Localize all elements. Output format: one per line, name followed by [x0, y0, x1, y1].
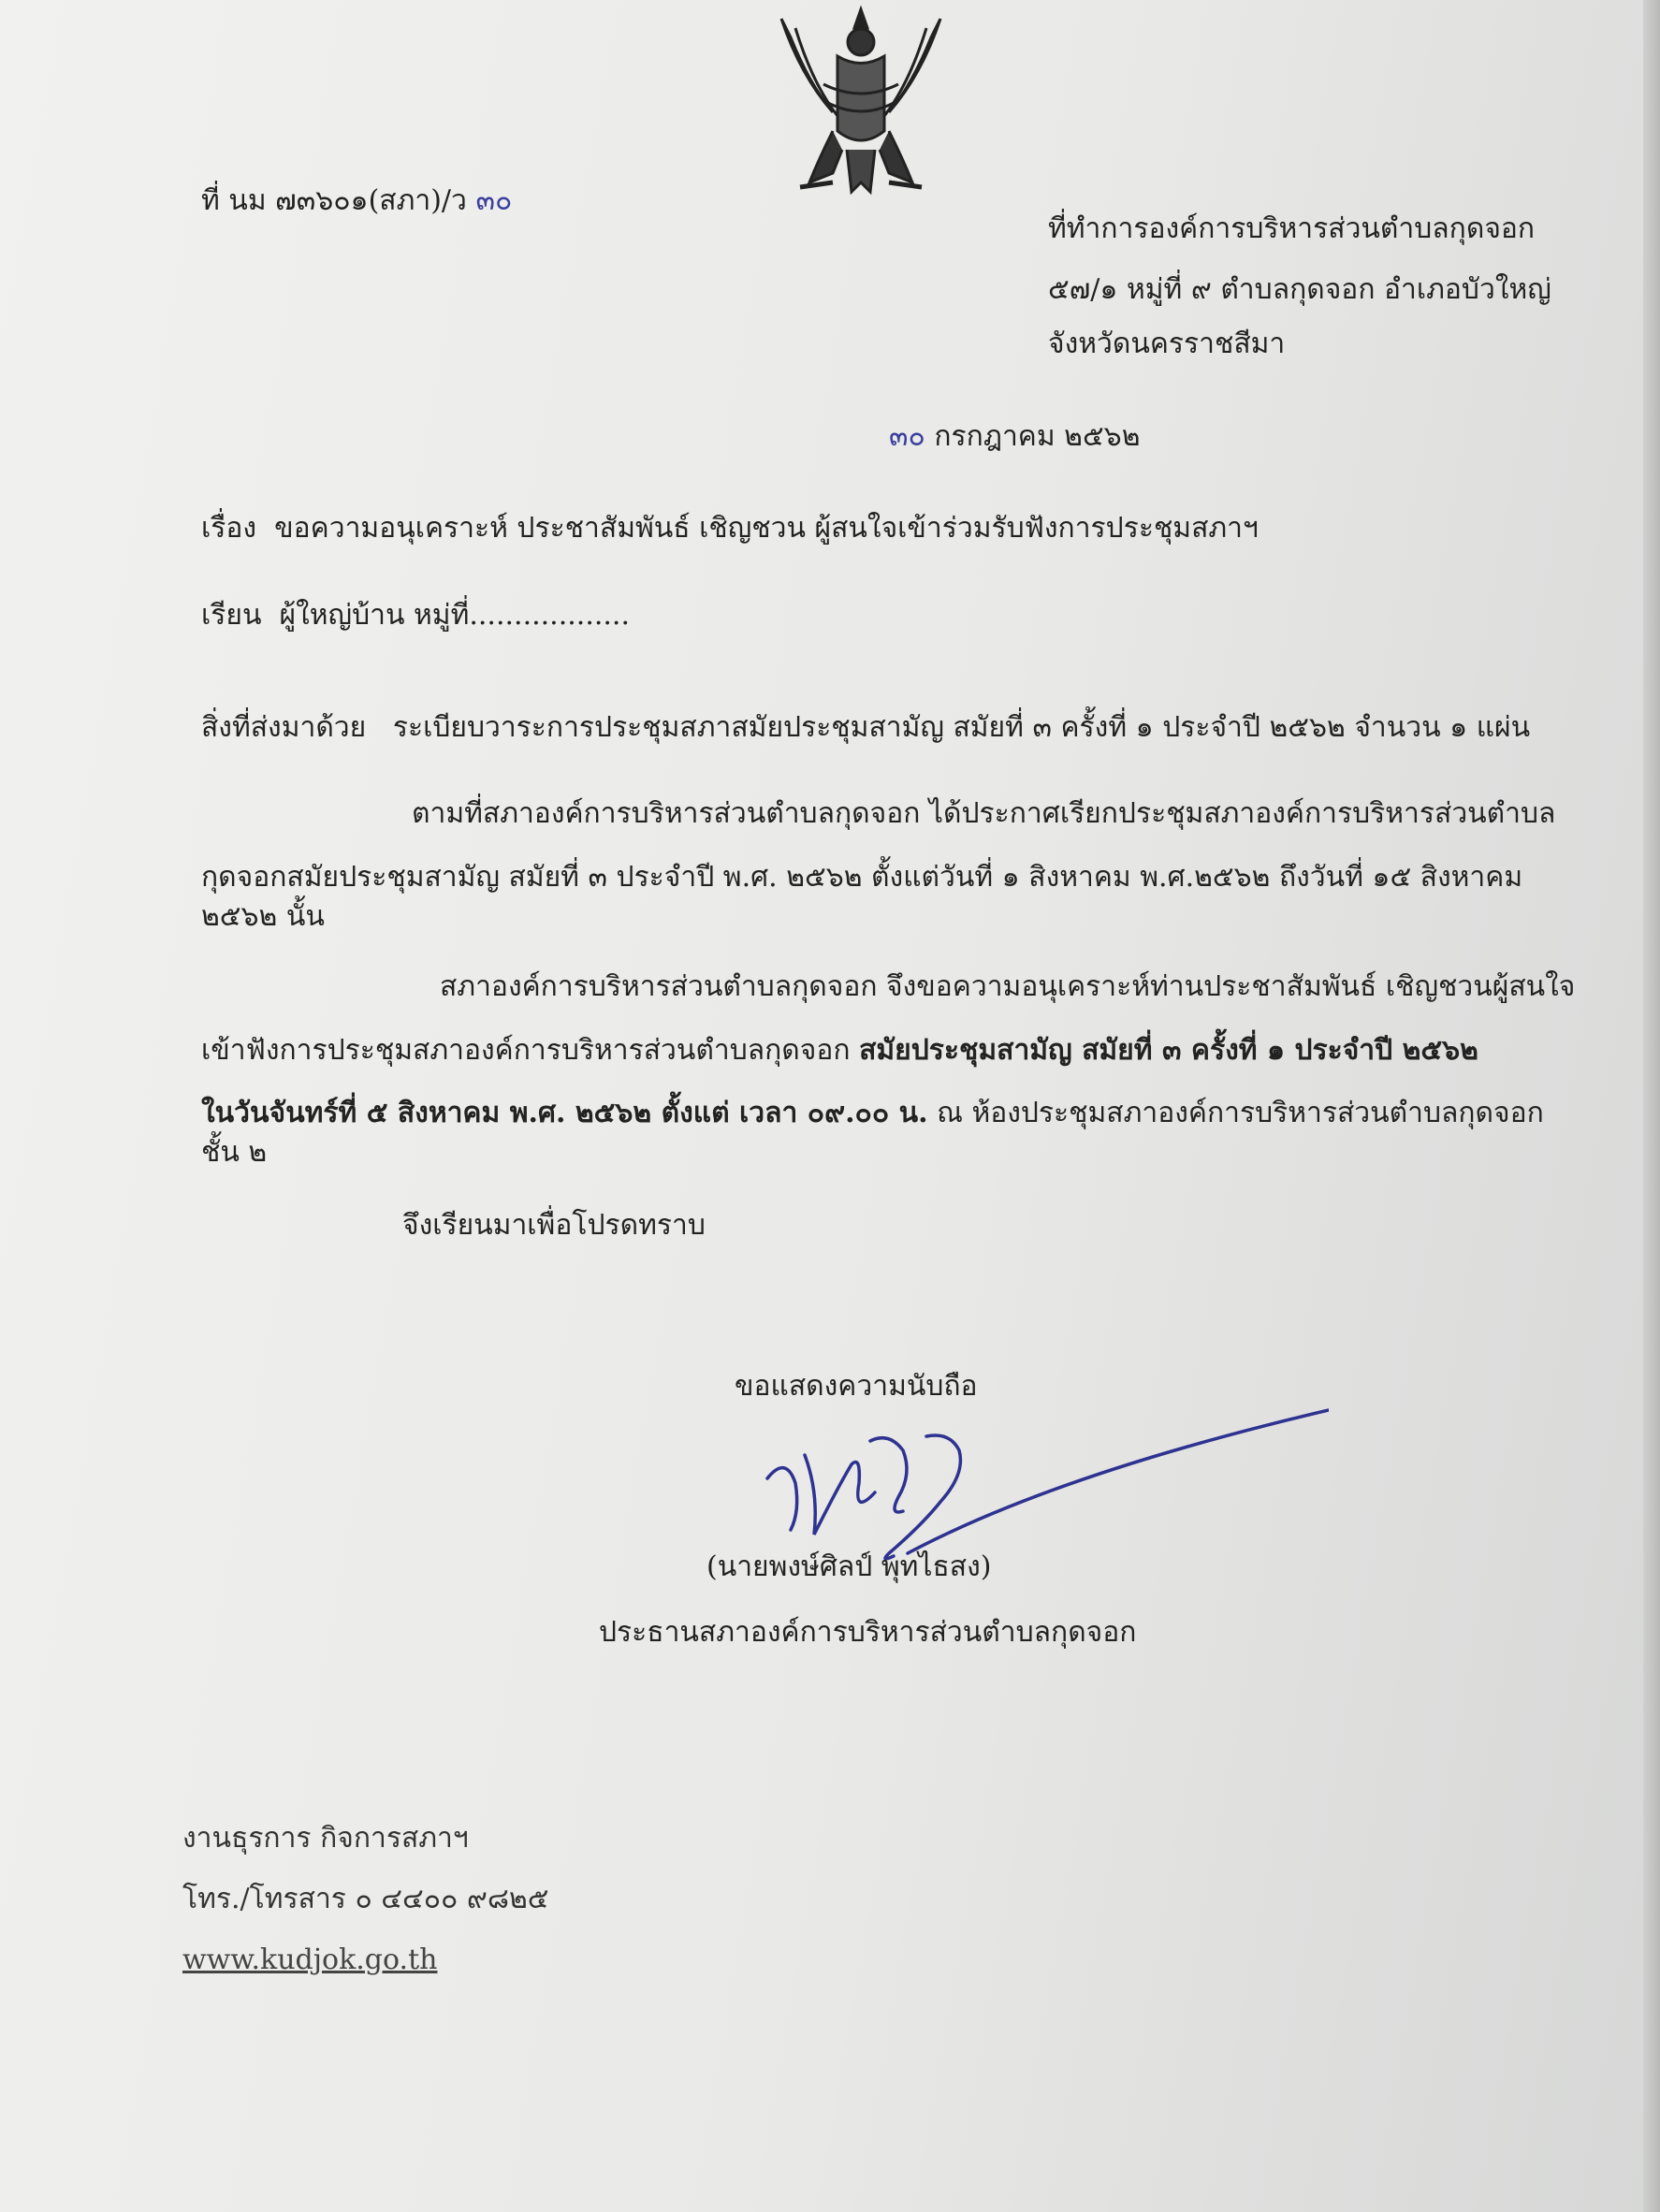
paragraph-1-line-2: กุดจอกสมัยประชุมสามัญ สมัยที่ ๓ ประจำปี พ.ศ. ๒๕๖๒ ตั้งแต่วันที่ ๑ สิงหาคม พ.ศ.๒๕๖๒ ถึงวันที่ ๑๕ สิงหาคม: [201, 861, 1523, 894]
paragraph-2-line-2-plain: เข้าฟังการประชุมสภาองค์การบริหารส่วนตำบลกุดจอก: [201, 1034, 851, 1067]
paragraph-2-line-2-bold: สมัยประชุมสามัญ สมัยที่ ๓ ครั้งที่ ๑ ประจำปี ๒๕๖๒: [859, 1034, 1478, 1067]
regards: ขอแสดงความนับถือ: [735, 1370, 978, 1403]
enclosure-text: ระเบียบวาระการประชุมสภาสมัยประชุมสามัญ สมัยที่ ๓ ครั้งที่ ๑ ประจำปี ๒๕๖๒ จำนวน ๑ แผ่น: [392, 711, 1531, 744]
address-line-2: ๕๗/๑ หมู่ที่ ๙ ตำบลกุดจอก อำเภอบัวใหญ่: [1048, 273, 1551, 306]
footer-department: งานธุรการ กิจการสภาฯ: [182, 1822, 469, 1855]
reference-number: [201, 182, 512, 220]
paragraph-2-line-1: สภาองค์การบริหารส่วนตำบลกุดจอก จึงขอความอนุเคราะห์ท่านประชาสัมพันธ์ เชิญชวนผู้สนใจ: [440, 970, 1576, 1003]
recipient-label: เรียน: [201, 599, 262, 632]
recipient-text: ผู้ใหญ่บ้าน หมู่ที่..................: [279, 599, 631, 632]
recipient-line: [201, 597, 630, 634]
paragraph-2-line-3-bold: ในวันจันทร์ที่ ๕ สิงหาคม พ.ศ. ๒๕๖๒ ตั้งแต่ เวลา ๐๙.๐๐ น.: [201, 1097, 928, 1129]
paragraph-1-line-3: ๒๕๖๒ นั้น: [201, 900, 325, 933]
subject-line: [201, 510, 1259, 547]
enclosure-label: สิ่งที่ส่งมาด้วย: [201, 711, 367, 744]
paragraph-2-line-4: ชั้น ๒: [201, 1136, 268, 1169]
subject-text: ขอความอนุเคราะห์ ประชาสัมพันธ์ เชิญชวน ผู้สนใจเข้าร่วมรับฟังการประชุมสภาฯ: [274, 512, 1259, 545]
paragraph-2-line-3: [201, 1095, 1544, 1132]
paragraph-1-line-1: ตามที่สภาองค์การบริหารส่วนตำบลกุดจอก ได้ประกาศเรียกประชุมสภาองค์การบริหารส่วนตำบล: [412, 797, 1556, 830]
signatory-position: ประธานสภาองค์การบริหารส่วนตำบลกุดจอก: [599, 1616, 1137, 1649]
letter-date: [889, 418, 1140, 456]
address-line-1: ที่ทำการองค์การบริหารส่วนตำบลกุดจอก: [1048, 212, 1536, 245]
date-day-handwritten: ๓๐: [889, 420, 925, 453]
closing-request: จึงเรียนมาเพื่อโปรดทราบ: [402, 1209, 706, 1242]
reference-handwritten-number: ๓๐: [475, 184, 513, 217]
address-line-3: จังหวัดนครราชสีมา: [1048, 327, 1286, 360]
enclosure-line: [201, 709, 1530, 747]
paragraph-2-line-2: [201, 1032, 1478, 1070]
paper-edge-shadow: [1643, 0, 1660, 2212]
paragraph-2-line-3-plain: ณ ห้องประชุมสภาองค์การบริหารส่วนตำบลกุดจอก: [937, 1097, 1544, 1129]
reference-prefix: ที่ นม ๗๓๖๐๑(สภา)/ว: [201, 184, 467, 217]
garuda-emblem: [744, 0, 978, 201]
date-month-year: กรกฎาคม ๒๕๖๒: [934, 420, 1141, 453]
subject-label: เรื่อง: [201, 512, 257, 545]
handwritten-signature: [749, 1399, 1329, 1567]
footer-website-link[interactable]: www.kudjok.go.th: [182, 1943, 438, 1976]
signatory-name: (นายพงษ์ศิลป์ พุทไธสง): [706, 1550, 992, 1583]
footer-phone: โทร./โทรสาร ๐ ๔๔๐๐ ๙๘๒๕: [182, 1883, 549, 1915]
